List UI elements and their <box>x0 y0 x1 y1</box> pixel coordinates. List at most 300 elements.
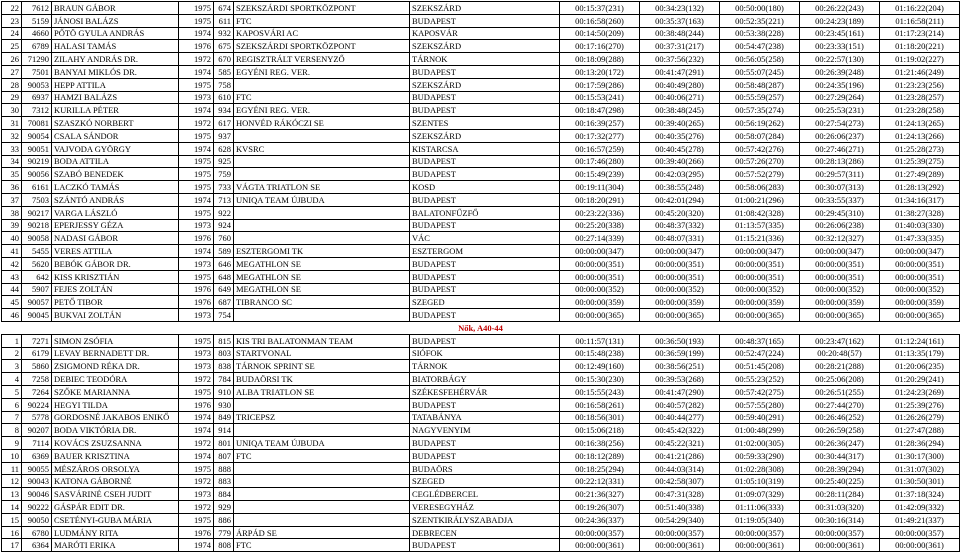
cell-split-4: 00:27:29(264) <box>800 91 880 104</box>
cell-birth-year: 1976 <box>179 526 214 539</box>
cell-split-4: 00:26:36(247) <box>800 437 880 450</box>
cell-split-4: 00:00:00(365) <box>800 309 880 322</box>
table-row <box>2 193 960 206</box>
cell-split-3: 00:58:06(283) <box>720 181 800 194</box>
cell-total-time: 00:00:00(361) <box>880 539 960 552</box>
cell-split-2: 00:39:40(266) <box>640 155 720 168</box>
cell-total-time: 01:16:58(211) <box>880 14 960 27</box>
cell-birth-year: 1976 <box>179 40 214 53</box>
cell-total-time: 01:34:16(317) <box>880 193 960 206</box>
cell-start-number: 914 <box>214 424 234 437</box>
cell-birth-year: 1976 <box>179 232 214 245</box>
cell-split-2: 00:00:00(352) <box>640 283 720 296</box>
cell-total-time: 01:40:03(330) <box>880 219 960 232</box>
cell-name: VARGA LÁSZLÓ <box>52 206 179 219</box>
cell-split-4: 00:25:06(208) <box>800 373 880 386</box>
cell-club: TRICEPSZ <box>234 411 410 424</box>
cell-birth-year: 1974 <box>179 424 214 437</box>
cell-total-time: 01:42:09(332) <box>880 501 960 514</box>
cell-total-time: 01:26:26(279) <box>880 411 960 424</box>
cell-total-time: 01:28:13(292) <box>880 181 960 194</box>
cell-start-number: 758 <box>214 78 234 91</box>
table-row <box>2 91 960 104</box>
table-row <box>2 334 960 347</box>
cell-total-time: 01:31:07(302) <box>880 462 960 475</box>
cell-club: FTC <box>234 539 410 552</box>
cell-club <box>234 398 410 411</box>
cell-name: BRAUN GÁBOR <box>52 2 179 15</box>
cell-split-2: 00:36:59(199) <box>640 347 720 360</box>
cell-start-number: 803 <box>214 347 234 360</box>
cell-name: DEBIEC TEODÓRA <box>52 373 179 386</box>
cell-split-1: 00:27:14(339) <box>560 232 640 245</box>
cell-club: UNIQA TEAM ÚJBUDA <box>234 193 410 206</box>
cell-club: MEGATHLON SE <box>234 257 410 270</box>
cell-place: 36 <box>2 181 22 194</box>
cell-birth-year: 1973 <box>179 91 214 104</box>
cell-split-3: 00:57:55(280) <box>720 398 800 411</box>
cell-start-number: 925 <box>214 155 234 168</box>
cell-city: VERESEGYHÁZ <box>410 501 560 514</box>
cell-split-4: 00:20:48(57) <box>800 347 880 360</box>
cell-bib: 5907 <box>22 283 52 296</box>
cell-city: BUDAPEST <box>410 155 560 168</box>
cell-name: NADASI GÁBOR <box>52 232 179 245</box>
cell-city: BALATONFŰZFŐ <box>410 206 560 219</box>
cell-club: ÁRPÁD SE <box>234 526 410 539</box>
cell-city: SZÉKESFEHÉRVÁR <box>410 385 560 398</box>
cell-split-1: 00:19:26(307) <box>560 501 640 514</box>
cell-total-time: 01:30:50(301) <box>880 475 960 488</box>
cell-place: 45 <box>2 296 22 309</box>
cell-city: SZEKSZÁRD <box>410 2 560 15</box>
cell-bib: 90051 <box>22 142 52 155</box>
cell-bib: 90224 <box>22 398 52 411</box>
cell-start-number: 932 <box>214 27 234 40</box>
cell-bib: 90046 <box>22 488 52 501</box>
cell-split-1: 00:00:00(365) <box>560 309 640 322</box>
cell-split-3: 00:56:05(258) <box>720 53 800 66</box>
cell-birth-year: 1973 <box>179 257 214 270</box>
table-row <box>2 40 960 53</box>
cell-name: VAJVODA GYÖRGY <box>52 142 179 155</box>
cell-place: 33 <box>2 142 22 155</box>
cell-club: KIS TRI BALATONMAN TEAM <box>234 334 410 347</box>
cell-birth-year: 1975 <box>179 462 214 475</box>
cell-place: 31 <box>2 117 22 130</box>
cell-club: UNIQA TEAM ÚJBUDA <box>234 437 410 450</box>
cell-split-3: 00:00:00(351) <box>720 257 800 270</box>
cell-split-3: 00:55:07(245) <box>720 65 800 78</box>
cell-split-4: 00:26:22(243) <box>800 2 880 15</box>
cell-split-1: 00:00:00(361) <box>560 539 640 552</box>
cell-start-number: 838 <box>214 360 234 373</box>
cell-split-3: 00:53:38(228) <box>720 27 800 40</box>
cell-birth-year: 1976 <box>179 398 214 411</box>
cell-start-number: 646 <box>214 257 234 270</box>
table-row <box>2 513 960 526</box>
cell-bib: 90043 <box>22 475 52 488</box>
table-row <box>2 283 960 296</box>
cell-name: SASVÁRINÉ CSEH JUDIT <box>52 488 179 501</box>
cell-club: ALBA TRIATLON SE <box>234 385 410 398</box>
cell-split-1: 00:15:53(241) <box>560 91 640 104</box>
cell-split-4: 00:27:44(270) <box>800 398 880 411</box>
cell-city: BUDAPEST <box>410 91 560 104</box>
cell-total-time: 01:38:27(328) <box>880 206 960 219</box>
cell-split-1: 00:23:22(336) <box>560 206 640 219</box>
cell-name: SZŐKE MARIANNA <box>52 385 179 398</box>
table-row <box>2 411 960 424</box>
cell-split-4: 00:25:40(225) <box>800 475 880 488</box>
cell-split-2: 00:37:31(217) <box>640 40 720 53</box>
cell-split-3: 01:00:21(296) <box>720 193 800 206</box>
cell-split-1: 00:18:09(288) <box>560 53 640 66</box>
cell-split-4: 00:26:39(248) <box>800 65 880 78</box>
cell-birth-year: 1974 <box>179 104 214 117</box>
table-row <box>2 232 960 245</box>
cell-place: 28 <box>2 78 22 91</box>
cell-split-3: 01:09:07(329) <box>720 488 800 501</box>
table-row <box>2 53 960 66</box>
cell-bib: 90045 <box>22 309 52 322</box>
cell-split-2: 00:45:20(320) <box>640 206 720 219</box>
table-row <box>2 462 960 475</box>
cell-split-3: 00:48:37(165) <box>720 334 800 347</box>
cell-start-number: 884 <box>214 488 234 501</box>
cell-split-1: 00:24:36(337) <box>560 513 640 526</box>
cell-bib: 6179 <box>22 347 52 360</box>
cell-city: BUDAPEST <box>410 219 560 232</box>
cell-split-2: 00:38:55(248) <box>640 181 720 194</box>
cell-split-4: 00:28:11(284) <box>800 488 880 501</box>
cell-start-number: 611 <box>214 14 234 27</box>
cell-start-number: 784 <box>214 373 234 386</box>
cell-city: TÁRNOK <box>410 53 560 66</box>
cell-bib: 7271 <box>22 334 52 347</box>
cell-club <box>234 501 410 514</box>
cell-birth-year: 1972 <box>179 117 214 130</box>
cell-place: 1 <box>2 334 22 347</box>
cell-split-2: 00:37:56(232) <box>640 53 720 66</box>
cell-split-3: 00:52:47(224) <box>720 347 800 360</box>
cell-name: BUKVAI ZOLTÁN <box>52 309 179 322</box>
cell-split-4: 00:26:06(237) <box>800 129 880 142</box>
cell-name: MARÓTI ERIKA <box>52 539 179 552</box>
cell-club <box>234 168 410 181</box>
cell-split-3: 01:13:57(335) <box>720 219 800 232</box>
cell-place: 7 <box>2 411 22 424</box>
cell-place: 5 <box>2 385 22 398</box>
cell-place: 6 <box>2 398 22 411</box>
cell-birth-year: 1972 <box>179 437 214 450</box>
table-row <box>2 27 960 40</box>
table-row <box>2 360 960 373</box>
cell-split-4: 00:26:46(252) <box>800 411 880 424</box>
cell-split-3: 00:59:33(290) <box>720 449 800 462</box>
cell-split-1: 00:12:49(160) <box>560 360 640 373</box>
cell-total-time: 01:28:36(294) <box>880 437 960 450</box>
cell-city: DEBRECEN <box>410 526 560 539</box>
cell-place: 23 <box>2 14 22 27</box>
cell-place: 11 <box>2 462 22 475</box>
cell-birth-year: 1973 <box>179 347 214 360</box>
cell-split-2: 00:40:49(280) <box>640 78 720 91</box>
cell-split-4: 00:00:00(357) <box>800 526 880 539</box>
cell-start-number: 930 <box>214 398 234 411</box>
cell-split-3: 00:00:00(351) <box>720 270 800 283</box>
cell-bib: 6369 <box>22 449 52 462</box>
table-row <box>2 142 960 155</box>
cell-bib: 6161 <box>22 181 52 194</box>
cell-bib: 70081 <box>22 117 52 130</box>
cell-split-2: 00:42:01(294) <box>640 193 720 206</box>
cell-club: FTC <box>234 14 410 27</box>
cell-city: SZEKSZÁRD <box>410 78 560 91</box>
cell-birth-year: 1973 <box>179 309 214 322</box>
cell-city: BUDAPEST <box>410 14 560 27</box>
cell-place: 24 <box>2 27 22 40</box>
cell-total-time: 01:27:47(288) <box>880 424 960 437</box>
table-row <box>2 206 960 219</box>
cell-split-1: 00:17:59(286) <box>560 78 640 91</box>
cell-place: 43 <box>2 270 22 283</box>
cell-place: 30 <box>2 104 22 117</box>
cell-split-2: 00:41:21(286) <box>640 449 720 462</box>
cell-birth-year: 1974 <box>179 411 214 424</box>
cell-split-2: 00:41:47(291) <box>640 65 720 78</box>
cell-bib: 71290 <box>22 53 52 66</box>
cell-name: ZSIGMOND RÉKA DR. <box>52 360 179 373</box>
cell-split-3: 01:08:42(328) <box>720 206 800 219</box>
cell-place: 29 <box>2 91 22 104</box>
cell-name: JÁNOSI BALÁZS <box>52 14 179 27</box>
cell-bib: 90218 <box>22 219 52 232</box>
cell-split-2: 00:48:37(332) <box>640 219 720 232</box>
cell-total-time: 01:24:13(265) <box>880 117 960 130</box>
cell-club: SZEKSZÁRDI SPORTKÖZPONT <box>234 40 410 53</box>
cell-total-time: 01:20:29(241) <box>880 373 960 386</box>
cell-split-2: 00:00:00(347) <box>640 245 720 258</box>
cell-split-1: 00:00:00(351) <box>560 257 640 270</box>
cell-total-time: 00:00:00(359) <box>880 296 960 309</box>
cell-bib: 90058 <box>22 232 52 245</box>
cell-total-time: 00:00:00(357) <box>880 526 960 539</box>
cell-club <box>234 462 410 475</box>
cell-split-2: 00:00:00(357) <box>640 526 720 539</box>
cell-city: BIATORBÁGY <box>410 373 560 386</box>
cell-city: BUDAPEST <box>410 309 560 322</box>
cell-split-1: 00:18:56(301) <box>560 411 640 424</box>
cell-birth-year: 1975 <box>179 334 214 347</box>
table-row <box>2 398 960 411</box>
cell-split-4: 00:22:57(130) <box>800 53 880 66</box>
cell-split-1: 00:17:16(270) <box>560 40 640 53</box>
cell-bib: 642 <box>22 270 52 283</box>
cell-place: 27 <box>2 65 22 78</box>
cell-split-2: 00:42:03(295) <box>640 168 720 181</box>
cell-split-3: 00:00:00(359) <box>720 296 800 309</box>
cell-split-1: 00:15:06(218) <box>560 424 640 437</box>
cell-start-number: 815 <box>214 334 234 347</box>
cell-club <box>234 129 410 142</box>
cell-birth-year: 1975 <box>179 129 214 142</box>
cell-start-number: 733 <box>214 181 234 194</box>
cell-club: REGISZTRÁLT VERSENYZŐ <box>234 53 410 66</box>
cell-total-time: 01:24:23(269) <box>880 385 960 398</box>
cell-city: CEGLÉDBERCEL <box>410 488 560 501</box>
cell-bib: 6780 <box>22 526 52 539</box>
cell-start-number: 648 <box>214 270 234 283</box>
cell-city: SZEGED <box>410 296 560 309</box>
cell-split-4: 00:27:54(273) <box>800 117 880 130</box>
cell-bib: 90057 <box>22 296 52 309</box>
table-row <box>2 449 960 462</box>
table-row <box>2 129 960 142</box>
table-row <box>2 14 960 27</box>
cell-place: 4 <box>2 373 22 386</box>
results-table <box>1 1 960 552</box>
cell-split-1: 00:16:58(260) <box>560 14 640 27</box>
cell-club: KAPOSVÁRI AC <box>234 27 410 40</box>
cell-total-time: 01:12:24(161) <box>880 334 960 347</box>
cell-split-4: 00:00:00(352) <box>800 283 880 296</box>
cell-split-2: 00:00:00(351) <box>640 270 720 283</box>
cell-name: BAUER KRISZTINA <box>52 449 179 462</box>
cell-split-4: 00:00:00(351) <box>800 270 880 283</box>
cell-total-time: 00:00:00(365) <box>880 309 960 322</box>
cell-split-3: 01:11:06(333) <box>720 501 800 514</box>
cell-split-4: 00:33:55(337) <box>800 193 880 206</box>
cell-total-time: 01:24:13(266) <box>880 129 960 142</box>
cell-name: HALASI TAMÁS <box>52 40 179 53</box>
cell-split-1: 00:21:36(327) <box>560 488 640 501</box>
cell-start-number: 687 <box>214 296 234 309</box>
cell-start-number: 886 <box>214 513 234 526</box>
cell-split-4: 00:29:45(310) <box>800 206 880 219</box>
cell-split-4: 00:26:59(258) <box>800 424 880 437</box>
table-row <box>2 155 960 168</box>
cell-city: BUDAÖRS <box>410 462 560 475</box>
cell-bib: 90207 <box>22 424 52 437</box>
cell-city: SIÓFOK <box>410 347 560 360</box>
cell-bib: 90056 <box>22 168 52 181</box>
cell-total-time: 01:47:33(335) <box>880 232 960 245</box>
cell-birth-year: 1973 <box>179 219 214 232</box>
cell-city: NAGYVENYIM <box>410 424 560 437</box>
cell-split-3: 00:00:00(347) <box>720 245 800 258</box>
cell-place: 22 <box>2 2 22 15</box>
cell-name: EPERJESSY GÉZA <box>52 219 179 232</box>
cell-birth-year: 1974 <box>179 245 214 258</box>
cell-name: PETŐ TIBOR <box>52 296 179 309</box>
cell-birth-year: 1976 <box>179 296 214 309</box>
cell-bib: 90219 <box>22 155 52 168</box>
table-row <box>2 219 960 232</box>
cell-total-time: 01:23:28(258) <box>880 104 960 117</box>
cell-place: 46 <box>2 309 22 322</box>
cell-split-3: 00:57:42(275) <box>720 385 800 398</box>
cell-city: SZEKSZÁRD <box>410 40 560 53</box>
cell-name: KURILLA PÉTER <box>52 104 179 117</box>
cell-city: KOSD <box>410 181 560 194</box>
cell-bib: 5860 <box>22 360 52 373</box>
cell-club: EGYÉNI REG. VER. <box>234 104 410 117</box>
cell-start-number: 649 <box>214 283 234 296</box>
cell-start-number: 759 <box>214 168 234 181</box>
cell-total-time: 01:20:06(235) <box>880 360 960 373</box>
cell-total-time: 01:30:17(300) <box>880 449 960 462</box>
cell-name: GORDOSNÉ JAKABOS ENIKŐ <box>52 411 179 424</box>
cell-split-1: 00:00:00(347) <box>560 245 640 258</box>
table-row <box>2 501 960 514</box>
cell-bib: 7114 <box>22 437 52 450</box>
cell-split-2: 00:45:42(322) <box>640 424 720 437</box>
cell-start-number: 924 <box>214 219 234 232</box>
cell-split-2: 00:38:56(251) <box>640 360 720 373</box>
cell-name: HAMZI BALÁZS <box>52 91 179 104</box>
cell-name: BANYAI MIKLÓS DR. <box>52 65 179 78</box>
table-row <box>2 117 960 130</box>
cell-total-time: 01:21:46(249) <box>880 65 960 78</box>
cell-start-number: 760 <box>214 232 234 245</box>
cell-split-4: 00:30:07(313) <box>800 181 880 194</box>
cell-total-time: 01:23:23(256) <box>880 78 960 91</box>
cell-split-4: 00:28:21(288) <box>800 360 880 373</box>
cell-split-3: 00:00:00(361) <box>720 539 800 552</box>
cell-name: BODA VIKTÓRIA DR. <box>52 424 179 437</box>
cell-birth-year: 1975 <box>179 181 214 194</box>
cell-birth-year: 1975 <box>179 2 214 15</box>
cell-name: MÉSZÁROS ORSOLYA <box>52 462 179 475</box>
cell-club: FTC <box>234 449 410 462</box>
cell-split-4: 00:00:00(361) <box>800 539 880 552</box>
cell-city: KISTARCSA <box>410 142 560 155</box>
cell-birth-year: 1975 <box>179 14 214 27</box>
table-row <box>2 2 960 15</box>
cell-name: SZÁNTÓ ANDRÁS <box>52 193 179 206</box>
cell-start-number: 628 <box>214 142 234 155</box>
cell-name: KISS KRISZTIÁN <box>52 270 179 283</box>
cell-club: TIBRANCO SC <box>234 296 410 309</box>
cell-split-4: 00:31:03(320) <box>800 501 880 514</box>
cell-place: 40 <box>2 232 22 245</box>
cell-name: LACZKÓ TAMÁS <box>52 181 179 194</box>
cell-split-3: 00:55:59(257) <box>720 91 800 104</box>
cell-total-time: 01:13:35(179) <box>880 347 960 360</box>
cell-club: VÁGTA TRIATLON SE <box>234 181 410 194</box>
cell-city: BUDAPEST <box>410 65 560 78</box>
cell-city: KAPOSVÁR <box>410 27 560 40</box>
cell-bib: 90055 <box>22 462 52 475</box>
cell-split-3: 00:55:23(252) <box>720 373 800 386</box>
cell-split-2: 00:34:23(132) <box>640 2 720 15</box>
cell-bib: 90050 <box>22 513 52 526</box>
table-row <box>2 526 960 539</box>
cell-split-3: 01:05:10(319) <box>720 475 800 488</box>
cell-club <box>234 513 410 526</box>
cell-split-2: 00:00:00(365) <box>640 309 720 322</box>
cell-split-4: 00:30:16(314) <box>800 513 880 526</box>
cell-start-number: 617 <box>214 117 234 130</box>
cell-total-time: 01:27:49(289) <box>880 168 960 181</box>
cell-birth-year: 1975 <box>179 206 214 219</box>
cell-city: BUDAPEST <box>410 270 560 283</box>
cell-start-number: 888 <box>214 462 234 475</box>
cell-bib: 90222 <box>22 501 52 514</box>
cell-split-2: 00:51:40(338) <box>640 501 720 514</box>
cell-split-4: 00:00:00(351) <box>800 257 880 270</box>
